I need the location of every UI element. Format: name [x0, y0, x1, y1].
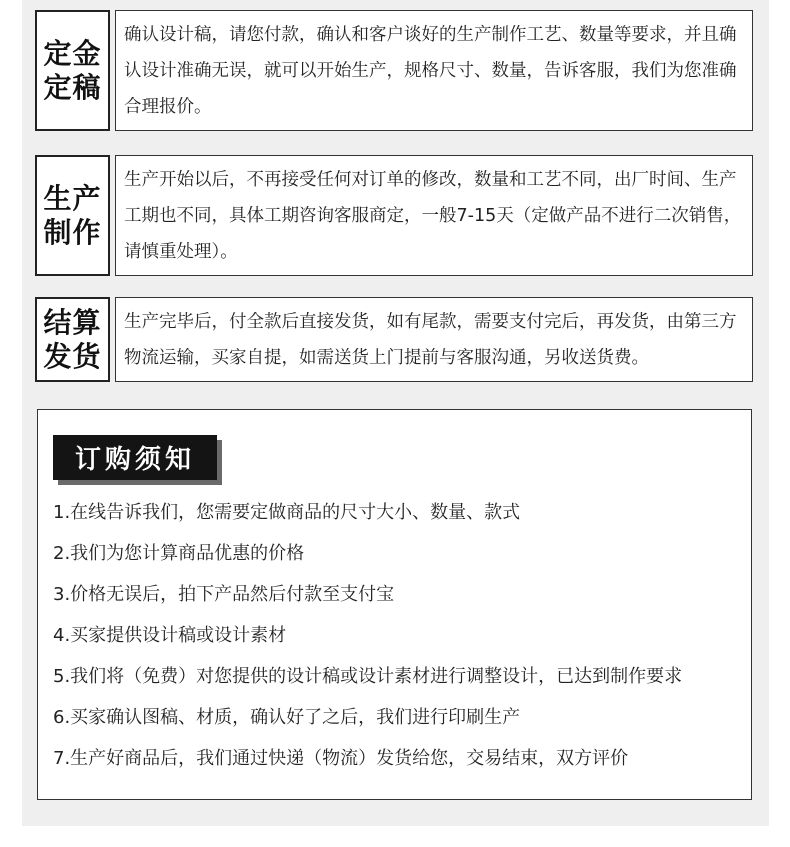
section-label-box [35, 10, 110, 131]
notice-step: 3.价格无误后，拍下产品然后付款至支付宝 [53, 584, 395, 605]
section-text: 生产完毕后，付全款后直接发货，如有尾款，需要支付完后，再发货，由第三方物流运输，买家自提，如需送货上门提前与客服沟通，另收送货费。 [124, 312, 737, 368]
notice-title: 订购须知 [53, 435, 217, 480]
notice-step: 2.我们为您计算商品优惠的价格 [53, 543, 305, 564]
section-settlement [35, 297, 753, 382]
section-text-box [115, 297, 753, 382]
notice-step: 5.我们将（免费）对您提供的设计稿或设计素材进行调整设计，已达到制作要求 [53, 666, 683, 687]
notice-steps-list [53, 492, 682, 779]
notice-step: 6.买家确认图稿、材质，确认好了之后，我们进行印刷生产 [53, 707, 521, 728]
order-notice-panel [37, 409, 752, 800]
section-text-box [115, 155, 753, 276]
section-text: 确认设计稿，请您付款，确认和客户谈好的生产制作工艺、数量等要求，并且确认设计准确无误，就可以开始生产，规格尺寸、数量，告诉客服，我们为您准确合理报价。 [124, 25, 737, 117]
section-label: 定金定稿 [43, 36, 102, 104]
section-label-box [35, 297, 110, 382]
section-text-box [115, 10, 753, 131]
notice-step: 1.在线告诉我们，您需要定做商品的尺寸大小、数量、款式 [53, 502, 521, 523]
section-deposit [35, 10, 753, 131]
section-label-box [35, 155, 110, 276]
notice-step: 7.生产好商品后，我们通过快递（物流）发货给您，交易结束，双方评价 [53, 748, 629, 769]
section-label: 结算发货 [43, 305, 102, 373]
section-production [35, 155, 753, 276]
section-text: 生产开始以后，不再接受任何对订单的修改，数量和工艺不同，出厂时间、生产工期也不同，具体工期咨询客服商定，一般7-15天（定做产品不进行二次销售，请慎重处理）。 [124, 170, 742, 262]
notice-step: 4.买家提供设计稿或设计素材 [53, 625, 287, 646]
section-label: 生产制作 [43, 181, 102, 249]
